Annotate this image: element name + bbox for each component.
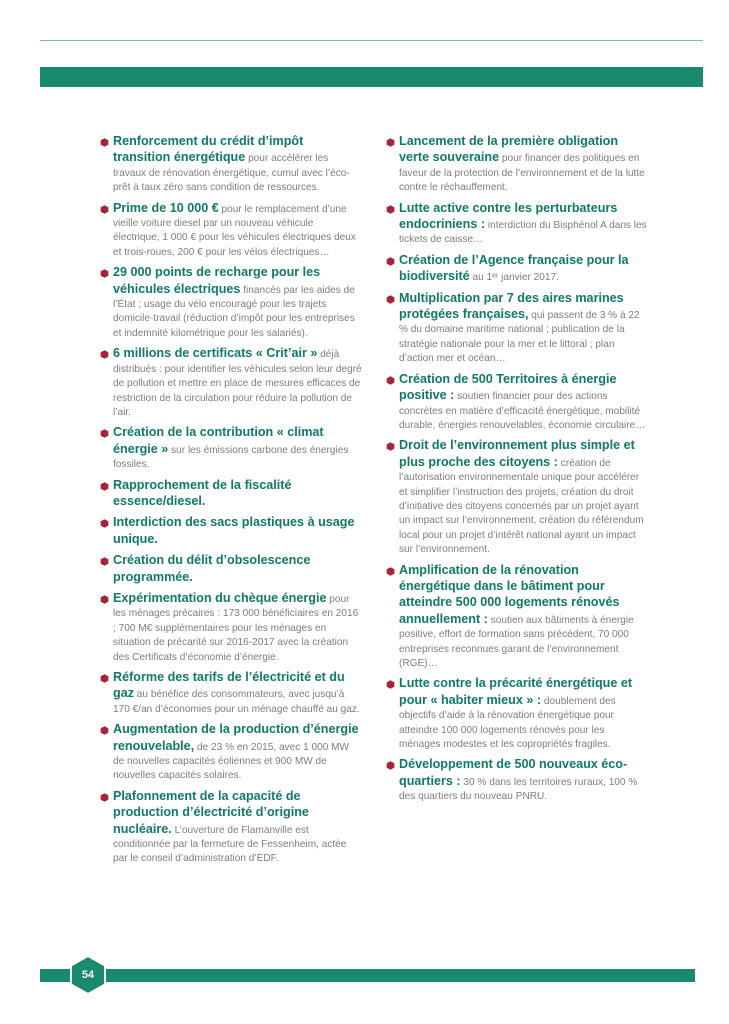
list-item [100,425,362,472]
item-title: Rapprochement de la fiscalité essence/diesel. [113,477,292,508]
hexagon-bullet-icon [386,257,395,266]
item-title: Augmentation de la production d’énergie renouvelable, [113,722,359,753]
list-item [100,670,362,717]
list-item [386,676,648,752]
item-title: Lutte contre la précarité énergétique et pour « habiter mieux » : [399,676,633,707]
hexagon-bullet-icon [386,376,395,385]
item-description: au bénéfice des consommateurs, avec jusqu’à 170 €/an d’économies pour un ménage chauffé au gaz. [113,689,360,715]
item-title: Droit de l’environnement plus simple et plus proche des citoyens : [399,438,635,469]
list-item [100,478,362,511]
hexagon-bullet-icon [386,138,395,147]
item-title: Lutte active contre les perturbateurs endocriniens : [399,200,618,232]
item-description: pour le remplacement d’une vieille voiture diesel par un nouveau véhicule électrique, 1 000 € pour les véhicules électriques deux et trois-roues, 200 € pour les vélos électriques… [113,203,356,258]
hexagon-bullet-icon [100,205,109,214]
hexagon-bullet-icon [100,482,109,491]
top-divider [40,40,703,41]
item-description: pour les ménages précaires : 173 000 bénéficiaires en 2016 ; 700 M€ supplémentaires pour les ménages en situation de précarité sur 2016-2017 avec la création des Certificats d’économie d’énergie. [113,593,359,663]
hexagon-bullet-icon [386,761,395,770]
hexagon-bullet-icon [100,674,109,683]
hexagon-bullet-icon [100,269,109,278]
item-title: Renforcement du crédit d’impôt transition énergétique [113,134,304,165]
item-title: Création du délit d’obsolescence programmée. [113,553,311,584]
item-title: Création de la contribution « climat énergie » [113,425,324,456]
list-item [100,553,362,586]
item-title: Expérimentation du chèque énergie [113,590,327,605]
item-title: Amplification de la rénovation énergétique dans le bâtiment pour atteindre 500 000 logements rénovés annuellement : [399,562,620,626]
hexagon-bullet-icon [386,680,395,689]
hexagon-bullet-icon [100,350,109,359]
list-item [386,438,648,557]
item-title: Création de 500 Territoires à énergie positive : [399,371,617,403]
header-band [40,67,703,87]
item-description: au 1ᵉʳ janvier 2017. [469,272,559,284]
list-item [386,372,648,434]
page-number: 54 [81,969,95,981]
list-item [386,757,648,804]
item-title: Création de l’Agence française pour la biodiversité [399,252,629,284]
item-description: soutien financier pour des actions concrètes en matière d’efficacité énergétique, mobilité durable, énergies renouvelables, économie circulaire… [399,391,646,431]
list-item [100,515,362,548]
hexagon-bullet-icon [100,519,109,528]
item-title: Prime de 10 000 € [113,200,219,215]
item-title: 29 000 points de recharge pour les véhicules électriques [113,265,321,296]
list-item [100,722,362,784]
page-number-badge [68,955,108,995]
right-column [386,134,648,810]
footer-band [40,969,695,982]
hexagon-bullet-icon [100,429,109,438]
list-item [386,134,648,196]
item-description: soutien aux bâtiments à énergie positive, effort de formation sans précédent, 70 000 entreprises reconnues garant de l’environnement (RGE)… [399,614,634,669]
hexagon-bullet-icon [100,138,109,147]
hexagon-bullet-icon [100,557,109,566]
list-item [386,291,648,367]
item-title: Plafonnement de la capacité de production d’électricité d’origine nucléaire. [113,788,309,836]
item-title: Interdiction des sacs plastiques à usage unique. [113,515,355,546]
item-title: Multiplication par 7 des aires marines protégées françaises, [399,290,624,322]
hexagon-bullet-icon [386,442,395,451]
item-title: Développement de 500 nouveaux éco-quartiers : [399,757,628,788]
list-item [386,563,648,672]
item-description: déjà distribués : pour identifier les véhicules selon leur degré de pollution et mettre en place de mesures efficaces de restriction de la circulation pour réduire la pollution de l’air. [113,349,362,418]
left-column [100,134,362,872]
hexagon-bullet-icon [386,295,395,304]
item-description: de 23 % en 2015, avec 1 000 MW de nouvelles capacités éoliennes et 900 MW de nouvelles capacités solaires. [113,741,350,782]
item-title: Réforme des tarifs de l’électricité et du gaz [113,670,345,701]
item-description: 30 % dans les territoires ruraux, 100 % des quartiers du nouveau PNRU. [399,776,638,803]
item-description: pour financer des politiques en faveur de la protection de l’environnement et de la lutte contre le réchauffement. [399,153,645,194]
list-item [100,591,362,665]
item-description: doublement des objectifs d’aide à la rénovation énergétique pour atteindre 100 000 logements rénovés pour les ménages modestes et les copropriétés fragiles. [399,695,616,751]
item-description: qui passent de 3 % à 22 % du domaine maritime national ; publication de la stratégie nationale pour la mer et le littoral ; plan d’action mer et océan… [399,310,640,365]
hexagon-bullet-icon [100,595,109,604]
item-description: L’ouverture de Flamanville est conditionnée par la fermeture de Fessenheim, actée par le conseil d’administration d’EDF. [113,824,347,865]
item-description: interdiction du Bisphénol A dans les tickets de caisse… [399,220,647,246]
list-item [386,253,648,286]
item-description: création de l’autorisation environnementale unique pour accélérer et simplifier l’instruction des projets, création du droit d’initiative des citoyens concernés par un projet ayant un impact sur l’environnement, création du référendum local pour un projet d’intérêt national ayant un impact sur l’environnement. [399,457,644,556]
list-item [100,346,362,420]
hexagon-bullet-icon [386,205,395,214]
item-description: pour accélérer les travaux de rénovation énergétique, cumul avec l’éco-prêt à taux zéro sans condition de ressources. [113,153,350,194]
list-item [386,201,648,248]
list-item [100,789,362,867]
list-item [100,201,362,261]
item-title: 6 millions de certificats « Crit’air » [113,346,318,361]
list-item [100,265,362,341]
hexagon-bullet-icon [386,567,395,576]
item-description: sur les émissions carbone des énergies fossiles. [113,444,349,471]
list-item [100,134,362,196]
item-description: financés par les aides de l’État ; usage du vélo encouragé pour les trajets domicile-travail (réduction d’impôt pour les entreprises et indemnité kilométrique pour les salariés). [113,284,355,339]
hexagon-bullet-icon [100,793,109,802]
hexagon-bullet-icon [100,726,109,735]
item-title: Lancement de la première obligation verte souveraine [399,134,619,165]
